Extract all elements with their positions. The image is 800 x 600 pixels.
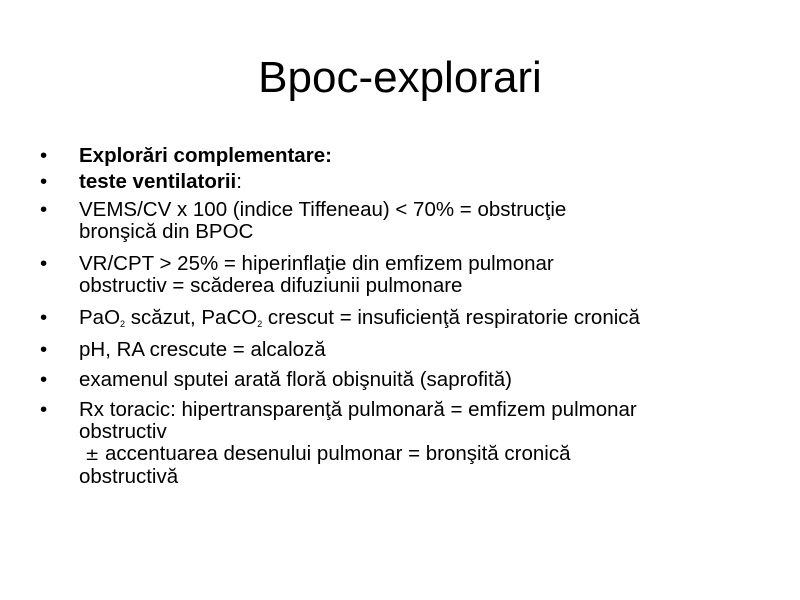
- subscript: 2: [257, 319, 263, 329]
- bullet-text-line: obstructivă: [79, 465, 179, 488]
- bullet-text: scăzut, PaCO: [125, 306, 258, 329]
- bullet-text-line: accentuarea desenului pulmonar = bronşită cronică: [99, 442, 571, 465]
- bullet-item: [38, 339, 768, 369]
- bullet-item: [38, 145, 768, 171]
- bullet-text: pH, RA crescute = alcaloză: [79, 338, 326, 361]
- bullet-icon: •: [40, 252, 48, 275]
- bullet-list: [38, 145, 768, 488]
- slide-title: Bpoc-explorari: [258, 53, 542, 102]
- subscript: 2: [120, 319, 126, 329]
- bullet-text-line: obstructiv: [79, 420, 167, 443]
- plus-minus-icon: ±: [85, 445, 100, 465]
- bullet-item: [38, 399, 768, 488]
- bullet-text-line: obstructiv = scăderea difuziunii pulmonare: [79, 274, 463, 297]
- bullet-icon: •: [40, 338, 48, 361]
- bullet-text-line: VEMS/CV x 100 (indice Tiffeneau) < 70% = obstrucţie: [79, 198, 567, 221]
- bullet-item: [38, 253, 768, 307]
- bullet-text: PaO: [79, 306, 121, 329]
- bullet-icon: •: [40, 398, 48, 421]
- bullet-text-bold: teste ventilatorii: [79, 170, 237, 193]
- bullet-item: [38, 199, 768, 253]
- bullet-item: [38, 307, 768, 339]
- bullet-text-line: Rx toracic: hipertransparenţă pulmonară = emfizem pulmonar: [79, 398, 637, 421]
- bullet-text: examenul sputei arată floră obişnuită (saprofită): [79, 368, 513, 391]
- bullet-icon: •: [40, 198, 48, 221]
- bullet-icon: •: [40, 306, 48, 329]
- bullet-icon: •: [40, 144, 48, 167]
- bullet-icon: •: [40, 170, 48, 193]
- bullet-text: Explorări complementare:: [79, 144, 332, 167]
- bullet-icon: •: [40, 368, 48, 391]
- bullet-text-line: VR/CPT > 25% = hiperinflaţie din emfizem pulmonar: [79, 252, 554, 275]
- bullet-text: crescut = insuficienţă respiratorie cronică: [262, 306, 640, 329]
- bullet-text: :: [236, 170, 242, 193]
- bullet-item: [38, 369, 768, 399]
- bullet-item: [38, 171, 768, 199]
- bullet-text-line: bronşică din BPOC: [79, 220, 254, 243]
